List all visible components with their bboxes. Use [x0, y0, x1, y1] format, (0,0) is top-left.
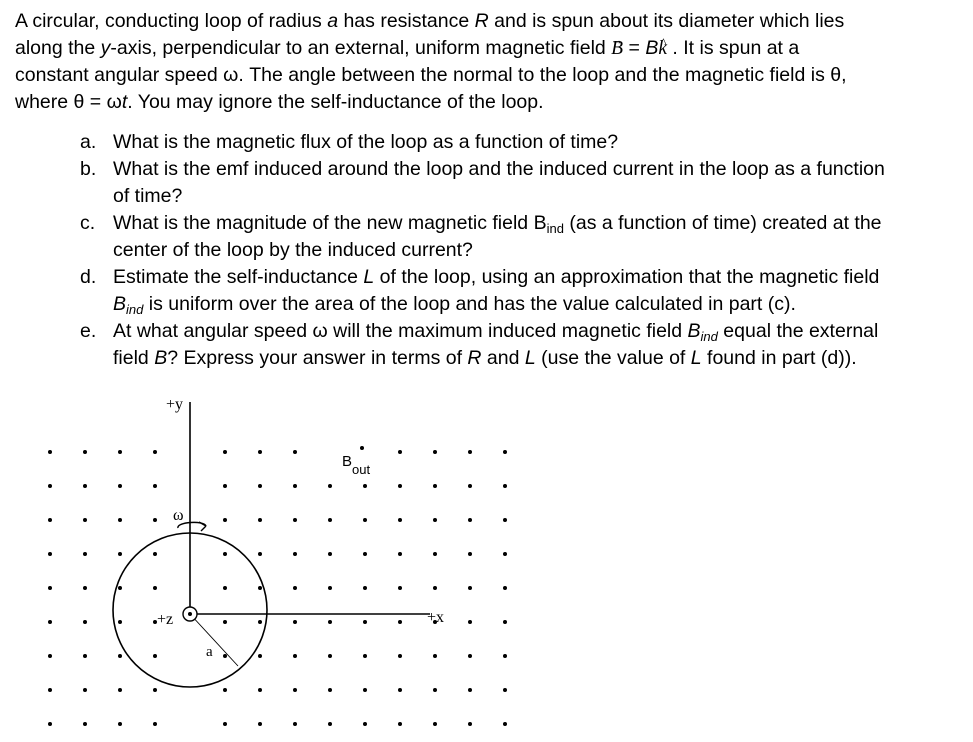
field-dot [328, 484, 332, 488]
field-dot [363, 654, 367, 658]
field-dot [468, 552, 472, 556]
intro-line-1: A circular, conducting loop of radius a has resistance R and is spun about its diameter which lies [15, 10, 845, 32]
field-dot [328, 722, 332, 726]
field-dot [398, 688, 402, 692]
field-dot [83, 586, 87, 590]
field-dot [83, 722, 87, 726]
field-dot [258, 688, 262, 692]
x-axis-label: +x [427, 609, 445, 626]
field-dot [503, 518, 507, 522]
field-dot [223, 620, 227, 624]
intro-line-2: along the y-axis, perpendicular to an external, uniform magnetic field → B = B^ k . It is spun at a [15, 35, 965, 62]
field-dot [398, 722, 402, 726]
field-dot [258, 518, 262, 522]
field-dot [118, 586, 122, 590]
field-dot [468, 620, 472, 624]
field-dot [503, 586, 507, 590]
field-dot [433, 688, 437, 692]
question-d: d. Estimate the self-inductance L of the loop, using an approximation that the magnetic field $B_{ind}$ is uniform over the area of the loop and has the value calculated in part (c). [80, 266, 880, 317]
field-dot [468, 654, 472, 658]
field-dot [118, 722, 122, 726]
field-dot [503, 552, 507, 556]
field-dot [363, 620, 367, 624]
field-dot [328, 552, 332, 556]
field-dot [48, 688, 52, 692]
field-dot [293, 450, 297, 454]
field-dot [363, 484, 367, 488]
field-dot [363, 552, 367, 556]
field-dot [328, 620, 332, 624]
field-dot [223, 518, 227, 522]
field-dot [48, 722, 52, 726]
field-dot [48, 620, 52, 624]
field-dot [83, 450, 87, 454]
b-vector-symbol: → B [611, 38, 623, 59]
field-dot [153, 552, 157, 556]
field-dot [118, 654, 122, 658]
field-dot [48, 586, 52, 590]
field-dot [83, 688, 87, 692]
field-dot [503, 620, 507, 624]
field-dot [328, 518, 332, 522]
field-dot [363, 722, 367, 726]
question-a: a. What is the magnetic flux of the loop as a function of time? [80, 131, 619, 153]
field-dot [153, 654, 157, 658]
question-c: c. What is the magnitude of the new magnetic field $B_{ind}$ (as a function of time) created at the center of the loop by the induced current? [80, 212, 882, 261]
field-dot [153, 586, 157, 590]
question-e: e. At what angular speed ω will the maximum induced magnetic field $B_{ind}$ equal the external field B? Express your answer in terms of R and L (use the value of L found in part (d)). [80, 320, 879, 369]
field-dot [468, 484, 472, 488]
field-dot [258, 654, 262, 658]
field-dot [223, 722, 227, 726]
field-dot [48, 518, 52, 522]
field-dot [398, 654, 402, 658]
field-dot [153, 688, 157, 692]
field-dot [433, 484, 437, 488]
field-dot [258, 722, 262, 726]
field-dot [153, 484, 157, 488]
field-dot [433, 450, 437, 454]
field-dot [118, 450, 122, 454]
field-dot [83, 484, 87, 488]
field-dot [258, 620, 262, 624]
field-dot [363, 586, 367, 590]
field-dot [118, 552, 122, 556]
field-dot [328, 654, 332, 658]
question-b: b. What is the emf induced around the loop and the induced current in the loop as a function of time? [80, 158, 885, 207]
z-axis-dot [188, 612, 192, 616]
field-dot [328, 586, 332, 590]
intro-line-3: constant angular speed ω. The angle between the normal to the loop and the magnetic field is θ, [15, 64, 847, 86]
field-dot [363, 518, 367, 522]
field-dot [48, 654, 52, 658]
field-dot [328, 688, 332, 692]
field-dot [468, 586, 472, 590]
field-dot [118, 518, 122, 522]
field-dot [433, 722, 437, 726]
field-dot [503, 450, 507, 454]
field-dot [153, 450, 157, 454]
field-dot [223, 688, 227, 692]
field-dot [223, 484, 227, 488]
field-dot [398, 586, 402, 590]
field-dot [83, 620, 87, 624]
z-axis-label: +z [157, 611, 174, 628]
field-dot [398, 518, 402, 522]
field-dot [468, 518, 472, 522]
field-dot [223, 552, 227, 556]
y-axis-label: +y [166, 396, 184, 413]
field-dot [503, 722, 507, 726]
k-hat-symbol: ^ k [658, 38, 667, 59]
field-dot [118, 620, 122, 624]
field-dot [433, 552, 437, 556]
field-dot [83, 518, 87, 522]
field-dot [258, 450, 262, 454]
field-dot [398, 484, 402, 488]
radius-label: a [206, 644, 213, 660]
radius-line [190, 614, 238, 666]
field-label: B [342, 453, 353, 470]
field-dot [503, 484, 507, 488]
intro-line-4: where θ = ωt. You may ignore the self-inductance of the loop. [15, 91, 544, 113]
field-dot [48, 484, 52, 488]
field-dot [468, 688, 472, 692]
field-dot [223, 450, 227, 454]
field-dot [293, 688, 297, 692]
field-dot [258, 552, 262, 556]
field-dot [468, 450, 472, 454]
field-dot [433, 518, 437, 522]
field-dot [258, 484, 262, 488]
field-dot [293, 654, 297, 658]
field-dot [258, 586, 262, 590]
field-dot [293, 620, 297, 624]
field-dot [503, 688, 507, 692]
field-dot [293, 484, 297, 488]
field-dot [223, 586, 227, 590]
field-dot [468, 722, 472, 726]
field-dot [223, 654, 227, 658]
field-dot [433, 654, 437, 658]
field-dot [48, 450, 52, 454]
field-label-sub: out [352, 462, 371, 477]
field-dot [153, 722, 157, 726]
omega-label: ω [173, 507, 184, 524]
field-dot [83, 654, 87, 658]
field-dot [118, 688, 122, 692]
field-dot [153, 518, 157, 522]
field-dot [48, 552, 52, 556]
field-dot [433, 586, 437, 590]
field-dot [363, 688, 367, 692]
field-dot [83, 552, 87, 556]
field-dot [398, 552, 402, 556]
field-dot [293, 552, 297, 556]
field-dot [360, 446, 364, 450]
field-dot [398, 620, 402, 624]
field-dot [398, 450, 402, 454]
field-dot [503, 654, 507, 658]
field-dot [118, 484, 122, 488]
field-dot [293, 518, 297, 522]
field-dot [293, 722, 297, 726]
field-dot [293, 586, 297, 590]
